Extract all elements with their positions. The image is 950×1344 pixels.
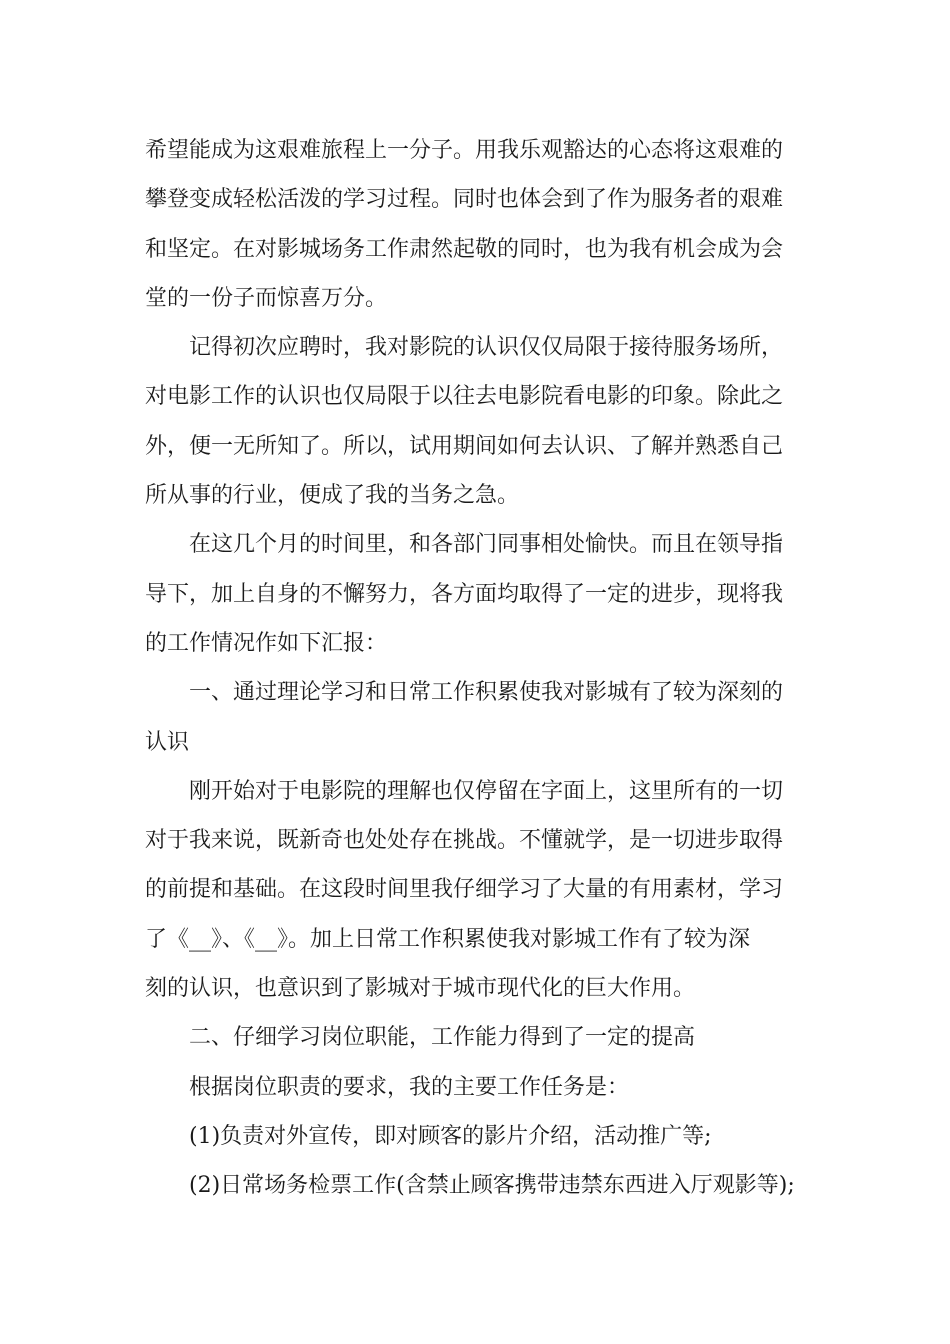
text-line: 外，便一无所知了。所以，试用期间如何去认识、了解并熟悉自己 — [145, 433, 784, 459]
text-line: 希望能成为这艰难旅程上一分子。用我乐观豁达的心态将这艰难的 — [145, 138, 784, 163]
paragraph-start-line: 在这几个月的时间里，和各部门同事相处愉快。而且在领导指 — [189, 532, 784, 558]
text-line: 导下，加上自身的不懈努力，各方面均取得了一定的进步，现将我 — [145, 581, 784, 607]
text-line: 攀登变成轻松活泼的学习过程。同时也体会到了作为服务者的艰难 — [145, 187, 784, 213]
text-line: 对于我来说，既新奇也处处存在挑战。不懂就学，是一切进步取得 — [145, 828, 784, 854]
paragraph-start-line: 记得初次应聘时，我对影院的认识仅仅局限于接待服务场所， — [189, 335, 784, 361]
text-line: 和坚定。在对影城场务工作肃然起敬的同时，也为我有机会成为会 — [145, 236, 784, 262]
text-line: 刻的认识，也意识到了影城对于城市现代化的巨大作用。 — [145, 976, 696, 1002]
section-heading-line: 认识 — [145, 729, 190, 755]
section-heading-line: 二、仔细学习岗位职能，工作能力得到了一定的提高 — [189, 1025, 696, 1051]
text-line: 堂的一份子而惊喜万分。 — [145, 285, 388, 311]
list-item-line: (2)日常场务检票工作(含禁止顾客携带违禁东西进入厅观影等); — [189, 1173, 795, 1199]
section-heading-line: 一、通过理论学习和日常工作积累使我对影城有了较为深刻的 — [189, 680, 784, 706]
text-line: 所从事的行业，便成了我的当务之急。 — [145, 483, 520, 509]
text-line: 对电影工作的认识也仅局限于以往去电影院看电影的印象。除此之 — [145, 384, 784, 410]
list-item-line: (1)负责对外宣传，即对顾客的影片介绍，活动推广等; — [189, 1123, 712, 1149]
text-line: 的工作情况作如下汇报： — [145, 630, 388, 656]
text-line: 的前提和基础。在这段时间里我仔细学习了大量的有用素材，学习 — [145, 877, 784, 903]
text-line: 了《__》、《__》。加上日常工作积累使我对影城工作有了较为深 — [145, 926, 751, 952]
document-body — [145, 126, 820, 1211]
paragraph-start-line: 根据岗位职责的要求，我的主要工作任务是： — [189, 1074, 630, 1100]
paragraph-start-line: 刚开始对于电影院的理解也仅停留在字面上，这里所有的一切 — [189, 778, 784, 804]
